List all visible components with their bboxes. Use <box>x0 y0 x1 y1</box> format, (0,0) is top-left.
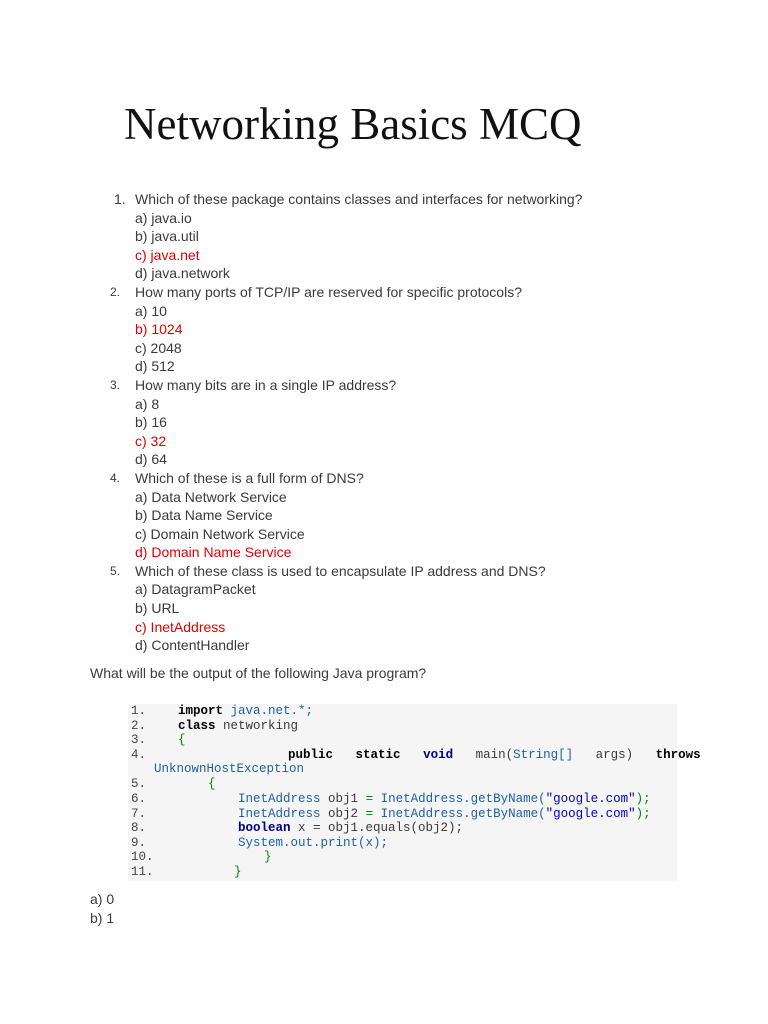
code-string: "google.com" <box>545 806 636 821</box>
code-brace: { <box>208 777 216 791</box>
answer-option-a: a) 0 <box>90 891 115 907</box>
code-var: obj2 <box>328 806 359 821</box>
line-number: 11. <box>131 864 154 879</box>
option-a: a) 10 <box>135 302 167 319</box>
code-param: args) <box>595 747 634 762</box>
option-a: a) 8 <box>135 395 160 412</box>
code-string: "google.com" <box>545 792 636 806</box>
code-brace: } <box>264 850 272 864</box>
question-text: Which of these package contains classes and interfaces for networking? <box>135 191 583 207</box>
code-block <box>128 704 701 881</box>
question-number: 3. <box>110 377 121 392</box>
code-punct: ); <box>635 806 651 821</box>
code-type: InetAddress <box>238 792 321 806</box>
question-number: 2. <box>110 284 121 299</box>
code-line-3 <box>178 733 186 748</box>
code-keyword: throws <box>655 747 701 762</box>
code-keyword: boolean <box>238 821 291 835</box>
option-c-correct: c) java.net <box>135 246 200 263</box>
answer-option-b: b) 1 <box>90 909 115 926</box>
option-b: b) 16 <box>135 414 167 431</box>
page-title: Networking Basics MCQ <box>124 99 582 149</box>
code-keyword: import <box>178 704 224 718</box>
line-number: 2. <box>131 718 147 733</box>
option-c: c) Domain Network Service <box>135 525 305 542</box>
line-number: 1. <box>131 704 147 718</box>
code-package: java.net.*; <box>230 704 314 718</box>
code-brace: } <box>234 864 242 879</box>
option-b: b) Data Name Service <box>135 507 273 524</box>
code-operator: = <box>365 792 374 806</box>
code-statement: System.out.print(x); <box>238 835 389 850</box>
line-number: 10. <box>131 850 154 864</box>
code-line-2 <box>178 719 298 734</box>
code-statement: x = obj1.equals(obj2); <box>298 821 464 835</box>
question-number: 5. <box>110 563 121 578</box>
code-question-prompt: What will be the output of the following Java program? <box>90 665 427 681</box>
question-text: Which of these is a full form of DNS? <box>135 469 364 486</box>
option-d-correct: d) Domain Name Service <box>135 544 292 561</box>
line-number: 4. <box>131 747 147 762</box>
code-punct: ); <box>635 792 651 806</box>
code-brace: { <box>178 733 186 747</box>
option-d: d) 512 <box>135 358 175 375</box>
question-5 <box>0 562 700 655</box>
code-operator: = <box>365 806 374 821</box>
option-d: d) java.network <box>135 265 230 282</box>
question-number: 1. <box>114 191 126 207</box>
code-line-4-wrap <box>154 762 304 777</box>
code-line-7 <box>238 807 651 822</box>
code-call: InetAddress.getByName( <box>380 806 546 821</box>
code-line-4 <box>288 748 701 763</box>
code-line-11 <box>234 865 242 880</box>
code-call: InetAddress.getByName( <box>380 792 546 806</box>
line-number: 3. <box>131 733 147 747</box>
question-text: How many bits are in a single IP address? <box>135 376 397 393</box>
question-3 <box>0 376 700 469</box>
code-keyword: class <box>178 718 216 733</box>
line-number: 7. <box>131 806 147 821</box>
option-c-correct: c) 32 <box>135 432 167 449</box>
code-type: InetAddress <box>238 806 321 821</box>
line-number: 9. <box>131 835 147 850</box>
code-var: obj1 <box>328 792 359 806</box>
question-4 <box>0 469 700 562</box>
option-b-correct: b) 1024 <box>135 321 183 338</box>
line-number: 8. <box>131 821 147 835</box>
option-a: a) Data Network Service <box>135 488 287 505</box>
code-type: String[] <box>513 747 574 762</box>
code-line-8 <box>238 821 463 836</box>
option-c: c) 2048 <box>135 339 182 356</box>
code-keyword: void <box>423 747 454 762</box>
question-1 <box>0 190 700 283</box>
code-method: main( <box>475 747 514 762</box>
line-number: 6. <box>131 792 147 806</box>
answer-options <box>90 890 114 927</box>
question-number: 4. <box>110 470 121 485</box>
code-line-1 <box>178 704 313 719</box>
question-2 <box>0 283 700 376</box>
option-a: a) java.io <box>135 209 192 226</box>
code-class-name: networking <box>223 718 299 733</box>
code-line-10 <box>264 850 272 865</box>
option-d: d) 64 <box>135 451 167 468</box>
question-text: Which of these class is used to encapsulate IP address and DNS? <box>135 562 546 579</box>
code-line-9 <box>238 836 388 851</box>
code-type: UnknownHostException <box>154 762 305 776</box>
option-b: b) java.util <box>135 228 199 245</box>
code-line-5 <box>208 777 216 792</box>
code-keyword: static <box>355 747 401 762</box>
option-b: b) URL <box>135 600 180 617</box>
option-c-correct: c) InetAddress <box>135 618 226 635</box>
question-text: How many ports of TCP/IP are reserved for specific protocols? <box>135 283 522 300</box>
code-line-6 <box>238 792 651 807</box>
line-number: 5. <box>131 777 147 791</box>
option-a: a) DatagramPacket <box>135 581 256 598</box>
code-keyword: public <box>288 747 334 762</box>
question-list <box>0 190 700 655</box>
option-d: d) ContentHandler <box>135 637 250 654</box>
